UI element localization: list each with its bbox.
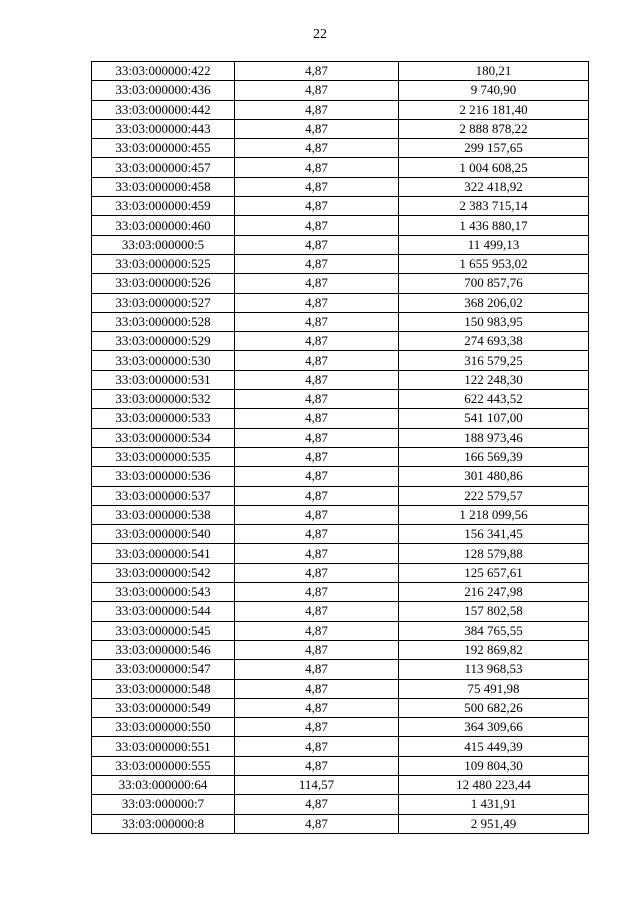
table-row (92, 312, 589, 331)
value-cell: 368 206,02 (399, 293, 589, 312)
cadastral-number-cell: 33:03:000000:555 (92, 756, 235, 775)
coefficient-cell: 4,87 (235, 718, 399, 737)
table-row (92, 370, 589, 389)
value-cell: 2 951,49 (399, 814, 589, 833)
table-row (92, 679, 589, 698)
value-cell: 274 693,38 (399, 332, 589, 351)
cadastral-number-cell: 33:03:000000:436 (92, 81, 235, 100)
coefficient-cell: 4,87 (235, 505, 399, 524)
coefficient-cell: 4,87 (235, 370, 399, 389)
coefficient-cell: 4,87 (235, 583, 399, 602)
coefficient-cell: 4,87 (235, 486, 399, 505)
coefficient-cell: 4,87 (235, 428, 399, 447)
coefficient-cell: 4,87 (235, 390, 399, 409)
table-row (92, 293, 589, 312)
table-row (92, 447, 589, 466)
coefficient-cell: 4,87 (235, 351, 399, 370)
cadastral-number-cell: 33:03:000000:550 (92, 718, 235, 737)
coefficient-cell: 4,87 (235, 119, 399, 138)
cadastral-number-cell: 33:03:000000:531 (92, 370, 235, 389)
cadastral-number-cell: 33:03:000000:537 (92, 486, 235, 505)
coefficient-cell: 4,87 (235, 235, 399, 254)
coefficient-cell: 114,57 (235, 775, 399, 794)
value-cell: 188 973,46 (399, 428, 589, 447)
table-row (92, 177, 589, 196)
coefficient-cell: 4,87 (235, 139, 399, 158)
table-row (92, 505, 589, 524)
coefficient-cell: 4,87 (235, 254, 399, 273)
table-body (92, 62, 589, 834)
cadastral-number-cell: 33:03:000000:422 (92, 62, 235, 81)
table-row (92, 428, 589, 447)
value-cell: 2 216 181,40 (399, 100, 589, 119)
cadastral-number-cell: 33:03:000000:538 (92, 505, 235, 524)
cadastral-number-cell: 33:03:000000:528 (92, 312, 235, 331)
value-cell: 299 157,65 (399, 139, 589, 158)
coefficient-cell: 4,87 (235, 81, 399, 100)
cadastral-number-cell: 33:03:000000:64 (92, 775, 235, 794)
coefficient-cell: 4,87 (235, 640, 399, 659)
cadastral-number-cell: 33:03:000000:460 (92, 216, 235, 235)
cadastral-number-cell: 33:03:000000:5 (92, 235, 235, 254)
coefficient-cell: 4,87 (235, 447, 399, 466)
value-cell: 2 888 878,22 (399, 119, 589, 138)
cadastral-number-cell: 33:03:000000:545 (92, 621, 235, 640)
cadastral-number-cell: 33:03:000000:547 (92, 660, 235, 679)
table-row (92, 698, 589, 717)
table-row (92, 139, 589, 158)
table-row (92, 621, 589, 640)
table-row (92, 254, 589, 273)
table-row (92, 390, 589, 409)
value-cell: 364 309,66 (399, 718, 589, 737)
coefficient-cell: 4,87 (235, 621, 399, 640)
value-cell: 541 107,00 (399, 409, 589, 428)
cadastral-number-cell: 33:03:000000:443 (92, 119, 235, 138)
table-row (92, 775, 589, 794)
cadastral-number-cell: 33:03:000000:540 (92, 525, 235, 544)
value-cell: 128 579,88 (399, 544, 589, 563)
table-row (92, 332, 589, 351)
cadastral-number-cell: 33:03:000000:527 (92, 293, 235, 312)
value-cell: 157 802,58 (399, 602, 589, 621)
coefficient-cell: 4,87 (235, 293, 399, 312)
value-cell: 156 341,45 (399, 525, 589, 544)
table-row (92, 197, 589, 216)
cadastral-number-cell: 33:03:000000:529 (92, 332, 235, 351)
value-cell: 316 579,25 (399, 351, 589, 370)
coefficient-cell: 4,87 (235, 177, 399, 196)
cadastral-number-cell: 33:03:000000:549 (92, 698, 235, 717)
table-row (92, 216, 589, 235)
value-cell: 12 480 223,44 (399, 775, 589, 794)
cadastral-number-cell: 33:03:000000:532 (92, 390, 235, 409)
value-cell: 1 431,91 (399, 795, 589, 814)
cadastral-number-cell: 33:03:000000:458 (92, 177, 235, 196)
table-row (92, 235, 589, 254)
cadastral-number-cell: 33:03:000000:442 (92, 100, 235, 119)
table-row (92, 100, 589, 119)
value-cell: 500 682,26 (399, 698, 589, 717)
cadastral-number-cell: 33:03:000000:7 (92, 795, 235, 814)
coefficient-cell: 4,87 (235, 756, 399, 775)
coefficient-cell: 4,87 (235, 814, 399, 833)
cadastral-number-cell: 33:03:000000:533 (92, 409, 235, 428)
cadastral-number-cell: 33:03:000000:526 (92, 274, 235, 293)
value-cell: 2 383 715,14 (399, 197, 589, 216)
value-cell: 109 804,30 (399, 756, 589, 775)
cadastral-number-cell: 33:03:000000:525 (92, 254, 235, 273)
value-cell: 1 218 099,56 (399, 505, 589, 524)
cadastral-number-cell: 33:03:000000:455 (92, 139, 235, 158)
value-cell: 1 436 880,17 (399, 216, 589, 235)
value-cell: 1 004 608,25 (399, 158, 589, 177)
coefficient-cell: 4,87 (235, 795, 399, 814)
coefficient-cell: 4,87 (235, 602, 399, 621)
cadastral-number-cell: 33:03:000000:530 (92, 351, 235, 370)
value-cell: 700 857,76 (399, 274, 589, 293)
coefficient-cell: 4,87 (235, 100, 399, 119)
cadastral-number-cell: 33:03:000000:8 (92, 814, 235, 833)
table-row (92, 583, 589, 602)
value-cell: 113 968,53 (399, 660, 589, 679)
table-row (92, 351, 589, 370)
table-row (92, 274, 589, 293)
coefficient-cell: 4,87 (235, 312, 399, 331)
table-row (92, 814, 589, 833)
table-row (92, 795, 589, 814)
coefficient-cell: 4,87 (235, 216, 399, 235)
value-cell: 11 499,13 (399, 235, 589, 254)
value-cell: 301 480,86 (399, 467, 589, 486)
value-cell: 192 869,82 (399, 640, 589, 659)
coefficient-cell: 4,87 (235, 563, 399, 582)
coefficient-cell: 4,87 (235, 679, 399, 698)
cadastral-number-cell: 33:03:000000:544 (92, 602, 235, 621)
table-row (92, 158, 589, 177)
cadastral-number-cell: 33:03:000000:459 (92, 197, 235, 216)
coefficient-cell: 4,87 (235, 660, 399, 679)
coefficient-cell: 4,87 (235, 409, 399, 428)
cadastral-number-cell: 33:03:000000:548 (92, 679, 235, 698)
table-row (92, 660, 589, 679)
table-row (92, 409, 589, 428)
table-row (92, 62, 589, 81)
table-row (92, 602, 589, 621)
value-cell: 1 655 953,02 (399, 254, 589, 273)
table-row (92, 563, 589, 582)
value-cell: 150 983,95 (399, 312, 589, 331)
table-row (92, 81, 589, 100)
cadastral-number-cell: 33:03:000000:457 (92, 158, 235, 177)
coefficient-cell: 4,87 (235, 158, 399, 177)
cadastral-number-cell: 33:03:000000:542 (92, 563, 235, 582)
coefficient-cell: 4,87 (235, 737, 399, 756)
cadastral-number-cell: 33:03:000000:534 (92, 428, 235, 447)
value-cell: 122 248,30 (399, 370, 589, 389)
coefficient-cell: 4,87 (235, 62, 399, 81)
table-row (92, 756, 589, 775)
table-row (92, 544, 589, 563)
table-row (92, 718, 589, 737)
value-cell: 222 579,57 (399, 486, 589, 505)
coefficient-cell: 4,87 (235, 197, 399, 216)
coefficient-cell: 4,87 (235, 525, 399, 544)
page-number: 22 (313, 27, 327, 42)
cadastral-number-cell: 33:03:000000:546 (92, 640, 235, 659)
coefficient-cell: 4,87 (235, 698, 399, 717)
cadastral-number-cell: 33:03:000000:551 (92, 737, 235, 756)
cadastral-number-cell: 33:03:000000:543 (92, 583, 235, 602)
value-cell: 622 443,52 (399, 390, 589, 409)
value-cell: 9 740,90 (399, 81, 589, 100)
coefficient-cell: 4,87 (235, 467, 399, 486)
value-cell: 384 765,55 (399, 621, 589, 640)
table-row (92, 525, 589, 544)
table-row (92, 737, 589, 756)
table-row (92, 119, 589, 138)
table-row (92, 486, 589, 505)
table-row (92, 467, 589, 486)
value-cell: 166 569,39 (399, 447, 589, 466)
data-table (91, 61, 589, 834)
value-cell: 216 247,98 (399, 583, 589, 602)
value-cell: 322 418,92 (399, 177, 589, 196)
cadastral-number-cell: 33:03:000000:535 (92, 447, 235, 466)
value-cell: 125 657,61 (399, 563, 589, 582)
value-cell: 180,21 (399, 62, 589, 81)
coefficient-cell: 4,87 (235, 544, 399, 563)
cadastral-number-cell: 33:03:000000:536 (92, 467, 235, 486)
value-cell: 415 449,39 (399, 737, 589, 756)
value-cell: 75 491,98 (399, 679, 589, 698)
cadastral-number-cell: 33:03:000000:541 (92, 544, 235, 563)
coefficient-cell: 4,87 (235, 332, 399, 351)
coefficient-cell: 4,87 (235, 274, 399, 293)
table-row (92, 640, 589, 659)
